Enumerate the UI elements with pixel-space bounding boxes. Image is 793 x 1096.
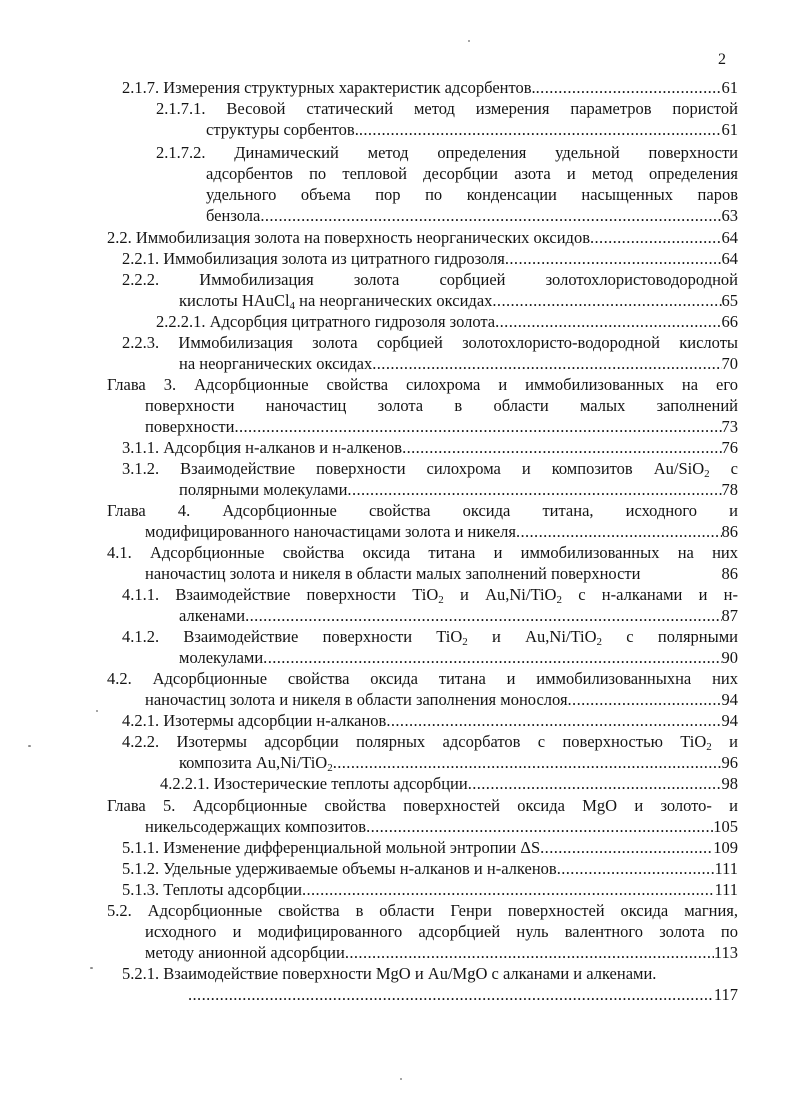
toc-entry-title: 2.1.7. Измерения структурных характеристик адсорбентов.: [122, 78, 536, 97]
toc-entry[interactable]: [122, 711, 738, 732]
toc-page-number: 117: [713, 984, 738, 1004]
toc-leader-dots: [234, 417, 721, 438]
toc-entry-title: 4.2.2.1. Изостерические теплоты адсорбции: [160, 774, 468, 793]
toc-leader-dots: [590, 228, 722, 249]
toc-entry-title-line: удельного объема пор по конденсации насыщенных паров: [206, 184, 738, 204]
toc-entry[interactable]: [122, 459, 738, 501]
toc-entry-chapter[interactable]: [107, 501, 738, 543]
toc-leader-dots: [492, 291, 721, 312]
toc-page-number: 94: [721, 711, 738, 730]
toc-page-number: 70: [721, 353, 738, 373]
toc-leader-dots: [333, 753, 722, 774]
toc-page-number: 111: [714, 880, 738, 899]
toc-page-number: 105: [713, 816, 738, 836]
toc-entry-title: алкенами: [179, 605, 246, 625]
toc-entry-title-line: Глава 3. Адсорбционные свойства силохрома и иммобилизованных на его: [107, 375, 738, 394]
toc-leader-dots: [188, 985, 714, 1006]
toc-entry[interactable]: [122, 249, 738, 270]
toc-entry[interactable]: [122, 732, 738, 774]
toc-entry[interactable]: [122, 859, 738, 880]
toc-leader-dots: [516, 522, 722, 543]
toc-entry-title-line: 2.1.7.1. Весовой статический метод измерения параметров пористой: [156, 99, 738, 118]
toc-entry-title: 5.1.1. Изменение дифференциальной мольной энтропии ΔS: [122, 838, 541, 857]
toc-entry[interactable]: [122, 964, 738, 1006]
scan-speck: [90, 967, 93, 969]
toc-entry[interactable]: [122, 880, 738, 901]
toc-entry-title-line: Глава 4. Адсорбционные свойства оксида титана, исходного и: [107, 501, 738, 520]
toc-page-number: 86: [721, 521, 738, 541]
toc-entry-title: 2.2.2.1. Адсорбция цитратного гидрозоля золота: [156, 312, 496, 331]
toc-leader-dots: [557, 859, 715, 880]
toc-page-number: 66: [721, 312, 738, 331]
toc-entry[interactable]: [122, 438, 738, 459]
toc-leader-dots: [386, 711, 721, 732]
toc-entry-title: методу анионной адсорбции: [145, 942, 345, 962]
toc-leader-dots: [505, 249, 722, 270]
toc-entry-title: 2.2. Иммобилизация золота на поверхность неорганических оксидов: [107, 228, 590, 247]
toc-entry-title: 3.1.1. Адсорбция н-алканов и н-алкенов: [122, 438, 403, 457]
toc-entry-title-line: 4.2. Адсорбционные свойства оксида титана и иммобилизованныхна них: [107, 669, 738, 688]
toc-entry-title-line: 4.1.1. Взаимодействие поверхности TiO$_2$ и Au,Ni/TiO$_2$ с н-алканами и н-: [122, 585, 738, 606]
toc-entry-title-line: 5.2.1. Взаимодействие поверхности MgO и Au/MgO с алканами и алкенами.: [122, 964, 657, 983]
toc-entry-title-line: 5.2. Адсорбционные свойства в области Генри поверхностей оксида магния,: [107, 901, 738, 920]
toc-page-number: 78: [721, 479, 738, 499]
toc-page-number: 61: [721, 78, 738, 97]
toc-entry-title-line: адсорбентов по тепловой десорбции азота и метод определения: [206, 163, 738, 183]
toc-entry[interactable]: [156, 99, 738, 141]
toc-entry-title: на неорганических оксидах: [179, 353, 373, 373]
toc-page-number: 64: [721, 249, 738, 268]
scan-speck: [400, 1078, 402, 1080]
toc-entry-title: поверхности: [145, 416, 235, 436]
toc-leader-dots: [366, 817, 713, 838]
toc-entry[interactable]: [156, 312, 738, 333]
toc-entry-title-line: 4.2.2. Изотермы адсорбции полярных адсорбатов с поверхностью TiO$_2$ и: [122, 732, 738, 753]
toc-entry-title: полярными молекулами: [179, 479, 348, 499]
toc-page-number: 63: [721, 205, 738, 225]
toc-entry-title-line: исходного и модифицированного адсорбцией нуль валентного золота по: [145, 921, 738, 941]
toc-leader-dots: [245, 606, 721, 627]
toc-leader-dots: [402, 438, 721, 459]
toc-entry[interactable]: [122, 333, 738, 375]
toc-entry-chapter[interactable]: [107, 796, 738, 838]
toc-page-number: 65: [721, 290, 738, 310]
toc-page-number: 73: [721, 416, 738, 436]
toc-entry-title: структуры сорбентов.: [206, 119, 359, 139]
toc-entry-title: 4.2.1. Изотермы адсорбции н-алканов: [122, 711, 387, 730]
toc-entry-title: 5.1.3. Теплоты адсорбции: [122, 880, 302, 899]
toc-page-number: 76: [721, 438, 738, 457]
toc-entry-title: кислоты HAuCl$_4$ на неорганических оксидах: [179, 290, 493, 312]
toc-entry[interactable]: [122, 78, 738, 99]
toc-leader-dots: [302, 880, 714, 901]
toc-entry-title: модифицированного наночастицами золота и никеля: [145, 521, 516, 541]
toc-entry-title: никельсодержащих композитов: [145, 816, 367, 836]
toc-entry[interactable]: [107, 543, 738, 585]
toc-leader-dots: [359, 120, 722, 141]
toc-entry-title: наночастиц золота и никеля в области заполнения монослоя: [145, 689, 568, 709]
toc-entry-title: наночастиц золота и никеля в области малых заполнений поверхности: [145, 563, 641, 583]
toc-entry-title-line: 3.1.2. Взаимодействие поверхности силохрома и композитов Au/SiO$_2$ с: [122, 459, 738, 480]
toc-entry[interactable]: [122, 270, 738, 312]
toc-entry[interactable]: [156, 143, 738, 227]
toc-entry-title-line: 2.1.7.2. Динамический метод определения удельной поверхности: [156, 143, 738, 162]
toc-entry[interactable]: [107, 228, 738, 249]
toc-entry-title-line: Глава 5. Адсорбционные свойства поверхностей оксида MgO и золото- и: [107, 796, 738, 815]
toc-entry[interactable]: [122, 585, 738, 627]
toc-leader-dots: [568, 690, 722, 711]
toc-page-number: 61: [721, 119, 738, 139]
toc-entry[interactable]: [107, 669, 738, 711]
scan-speck: [96, 710, 98, 712]
toc-leader-dots: [345, 943, 714, 964]
toc-leader-dots: [263, 648, 721, 669]
toc-entry-title-line: 2.2.3. Иммобилизация золота сорбцией золотохлористо-водородной кислоты: [122, 333, 738, 352]
toc-entry-chapter[interactable]: [107, 375, 738, 438]
toc-page-number: 98: [721, 774, 738, 793]
toc-entry-title-line: 4.1.2. Взаимодействие поверхности TiO$_2$ и Au,Ni/TiO$_2$ с полярными: [122, 627, 738, 648]
toc-entry[interactable]: [107, 901, 738, 964]
toc-entry[interactable]: [122, 627, 738, 669]
scan-speck: [28, 745, 31, 747]
toc-entry-title-line: 4.1. Адсорбционные свойства оксида титана и иммобилизованных на них: [107, 543, 738, 562]
toc-page-number: 86: [721, 563, 738, 583]
toc-page-number: 87: [721, 605, 738, 625]
toc-leader-dots: [468, 774, 722, 795]
toc-entry-title: бензола: [206, 205, 261, 225]
toc-page-number: 94: [721, 689, 738, 709]
toc-leader-dots: [495, 312, 721, 333]
toc-page-number: 111: [714, 859, 738, 878]
page-number: 2: [718, 51, 726, 68]
toc-entry-title: композита Au,Ni/TiO$_2$: [179, 752, 333, 774]
toc-page-number: 96: [721, 752, 738, 772]
toc-page-number: 64: [721, 228, 738, 247]
scan-speck: [468, 40, 470, 42]
toc-entry-title: 5.1.2. Удельные удерживаемые объемы н-алканов и н-алкенов: [122, 859, 557, 878]
toc-entry[interactable]: [122, 838, 738, 859]
toc-leader-dots: [260, 206, 721, 227]
toc-page-number: 109: [713, 838, 738, 857]
toc-entry[interactable]: [160, 774, 738, 795]
toc-leader-dots: [536, 78, 722, 99]
toc-leader-dots: [347, 480, 721, 501]
toc-entry-title-line: 2.2.2. Иммобилизация золота сорбцией золотохлористоводородной: [122, 270, 738, 289]
toc-entry-title: 2.2.1. Иммобилизация золота из цитратного гидрозоля: [122, 249, 505, 268]
toc-page-number: 90: [721, 647, 738, 667]
toc-page-number: 113: [713, 942, 738, 962]
toc-leader-dots: [372, 354, 721, 375]
toc-entry-title: молекулами: [179, 647, 264, 667]
toc-leader-dots: [540, 838, 713, 859]
toc-entry-title-line: поверхности наночастиц золота в области малых заполнений: [145, 395, 738, 415]
